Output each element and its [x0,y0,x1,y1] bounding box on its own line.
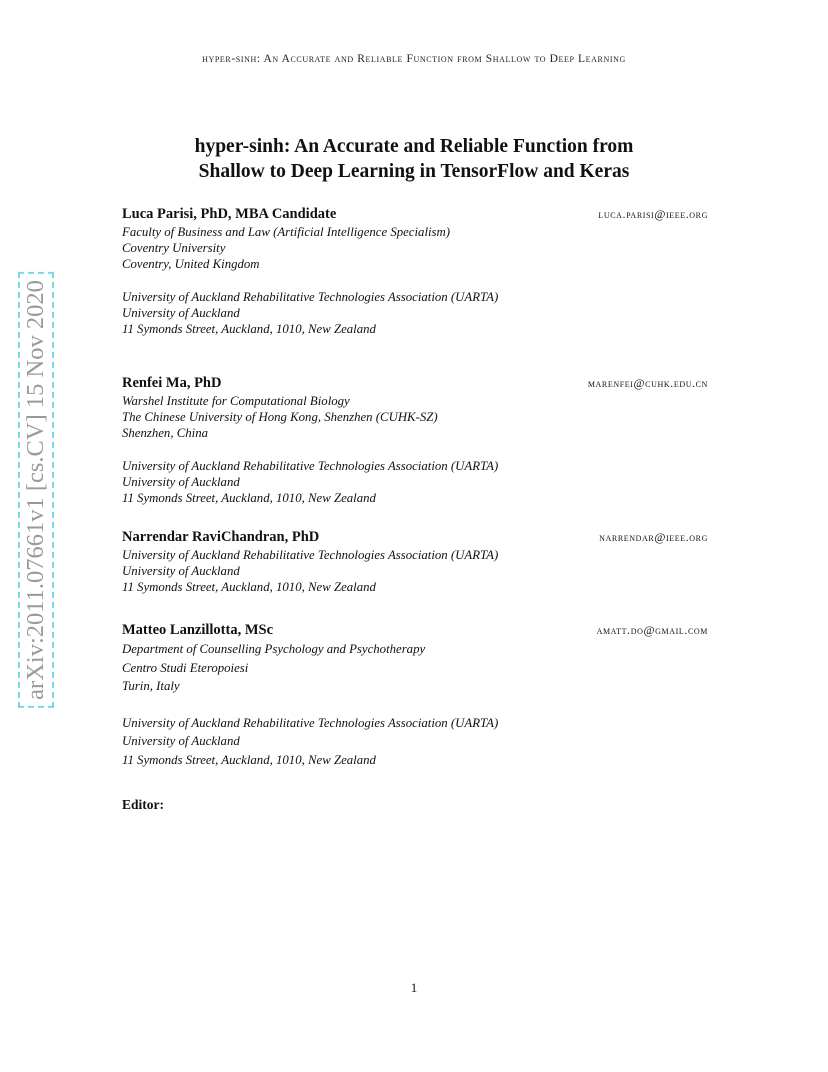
affiliation-line: University of Auckland [122,305,240,320]
affiliation-line: 11 Symonds Street, Auckland, 1010, New Zealand [122,322,376,337]
affiliation-line: Warshel Institute for Computational Biology [122,394,350,408]
author-block-3 [122,528,708,596]
paper-title [114,134,714,184]
author-block-2 [122,374,708,506]
affiliation-line: Department of Counselling Psychology and Psychotherapy [122,642,426,656]
author-email: luca.parisi@ieee.org [598,207,708,221]
author-name: Renfei Ma, PhD [122,375,222,391]
author-name: Matteo Lanzillotta, MSc [122,622,274,638]
affiliation-line: 11 Symonds Street, Auckland, 1010, New Zealand [122,752,376,767]
author-block-1 [122,205,708,337]
page-number: 1 [410,980,418,995]
affiliation-line: Coventry, United Kingdom [122,257,260,272]
affiliation-line: The Chinese University of Hong Kong, Shenzhen (CUHK-SZ) [122,410,438,425]
affiliation-line: 11 Symonds Street, Auckland, 1010, New Zealand [122,491,376,506]
affiliation-line: University of Auckland [122,474,240,489]
author-block-4 [122,621,708,769]
running-header: hyper-sinh: An Accurate and Reliable Function from Shallow to Deep Learning [202,53,626,65]
affiliation-line: Faculty of Business and Law (Artificial Intelligence Specialism) [122,225,451,239]
affiliation-line: 11 Symonds Street, Auckland, 1010, New Zealand [122,580,376,595]
author-email: marenfei@cuhk.edu.cn [587,376,708,390]
affiliation-line: University of Auckland Rehabilitative Technologies Association (UARTA) [122,715,499,730]
affiliation-line: University of Auckland [122,734,240,748]
author-email: narrendar@ieee.org [599,530,708,544]
affiliation-line: University of Auckland Rehabilitative Technologies Association (UARTA) [122,458,499,473]
affiliation-line: University of Auckland Rehabilitative Technologies Association (UARTA) [122,548,499,562]
arxiv-stamp: arXiv:2011.07661v1 [cs.CV] 15 Nov 2020 [18,272,54,708]
author-email: amatt.do@gmail.com [596,623,708,637]
affiliation-line: Shenzhen, China [122,426,209,441]
affiliation-line: Coventry University [122,241,226,256]
title-line-1: hyper-sinh: An Accurate and Reliable Function from [194,136,634,157]
affiliation-line: Turin, Italy [122,679,180,693]
affiliation-line: University of Auckland Rehabilitative Technologies Association (UARTA) [122,289,499,304]
editor-label: Editor: [122,797,164,812]
affiliation-line: University of Auckland [122,564,240,579]
author-name: Narrendar RaviChandran, PhD [122,529,320,545]
affiliation-line: Centro Studi Eteropoiesi [122,660,249,675]
title-line-2: Shallow to Deep Learning in TensorFlow and Keras [198,161,630,182]
author-name: Luca Parisi, PhD, MBA Candidate [122,206,337,222]
